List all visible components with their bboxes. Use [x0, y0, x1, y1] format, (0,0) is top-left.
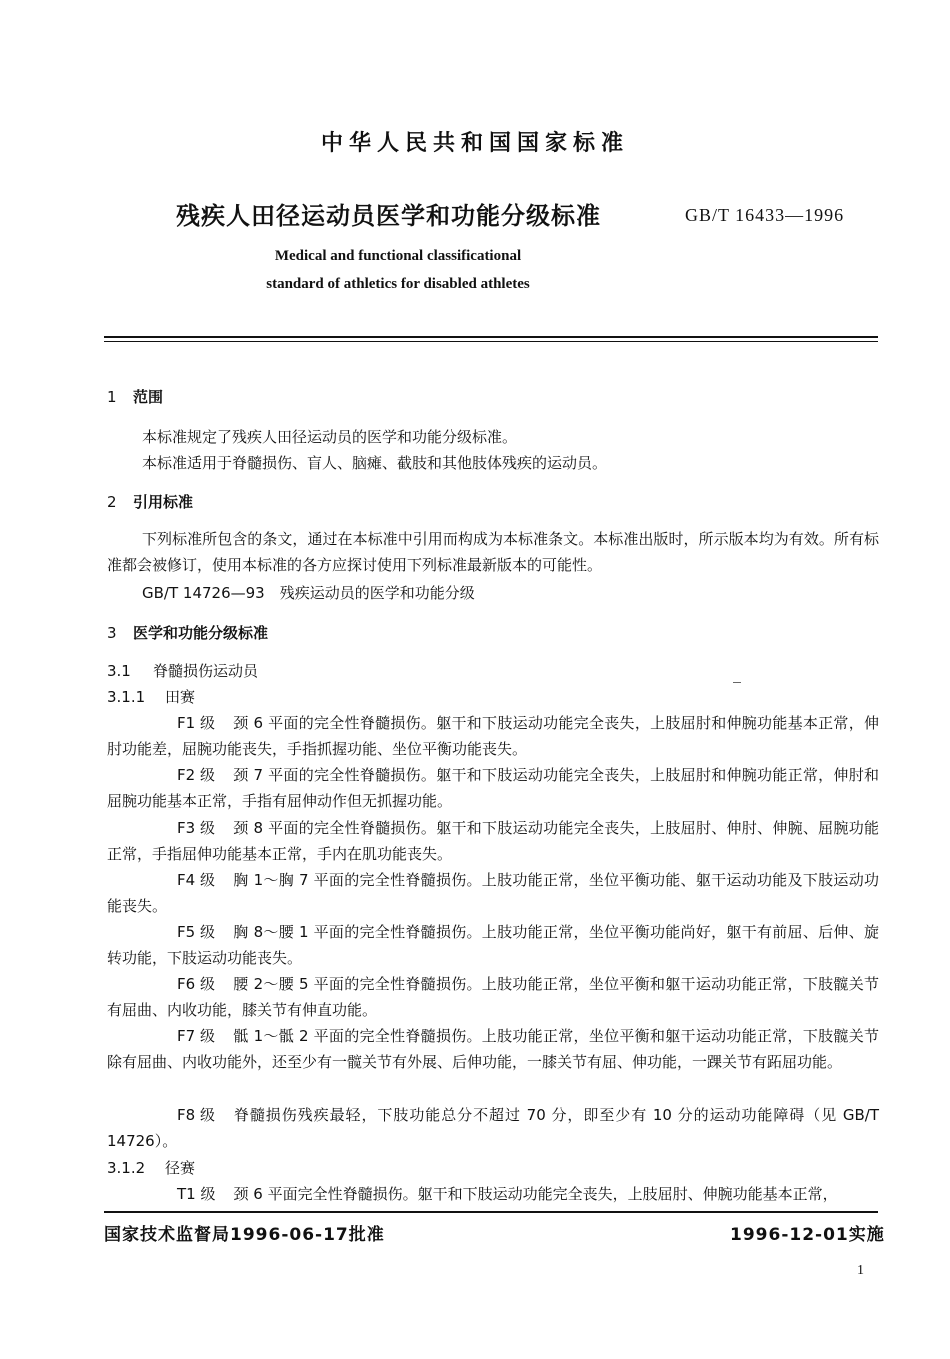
class-description: 腰 2～腰 5 平面的完全性脊髓损伤。上肢功能正常，坐位平衡和躯干运动功能正常，下肢髋关节有屈曲、内收功能，膝关节有伸直功能。: [107, 975, 879, 1019]
subsection-title: 径赛: [165, 1159, 196, 1177]
scope-line-1: 本标准规定了残疾人田径运动员的医学和功能分级标准。: [142, 428, 518, 446]
subsection-3-1-1-heading: [107, 686, 195, 707]
class-label: F6 级: [177, 975, 215, 993]
class-f5: [107, 919, 879, 971]
referenced-standard-item: GB/T 14726—93 残疾运动员的医学和功能分级: [142, 584, 475, 602]
subsection-3-1-2-heading: [107, 1157, 195, 1178]
class-f1: [107, 710, 879, 762]
scan-mark: [733, 682, 741, 683]
subsection-3-1-heading: [107, 660, 258, 681]
page-number: 1: [857, 1263, 864, 1278]
class-f4: [107, 867, 879, 919]
class-description: 骶 1～骶 2 平面的完全性脊髓损伤。上肢功能正常，坐位平衡和躯干运动功能正常，下肢髋关节除有屈曲、内收功能外，还至少有一髋关节有外展、后伸功能，一膝关节有屈、伸功能，一踝关节有跖屈功能。: [107, 1027, 879, 1071]
class-description: 胸 1～胸 7 平面的完全性脊髓损伤。上肢功能正常，坐位平衡功能、躯干运动功能及下肢运动功能丧失。: [107, 871, 879, 915]
class-label: F4 级: [177, 871, 215, 889]
section-2-heading: [107, 491, 193, 512]
class-t1: [107, 1181, 879, 1207]
class-f6: [107, 971, 879, 1023]
section-title: 范围: [133, 388, 164, 406]
document-title-en-line2: standard of athletics for disabled athletes: [266, 276, 530, 292]
subsection-number: 3.1.1: [107, 688, 146, 706]
class-label: F3 级: [177, 819, 215, 837]
class-label: F7 级: [177, 1027, 215, 1045]
class-f2: [107, 762, 879, 814]
implementation-date: 1996-12-01实施: [730, 1225, 885, 1245]
class-f3: [107, 815, 879, 867]
class-description: 脊髓损伤残疾最轻，下肢功能总分不超过 70 分，即至少有 10 分的运动功能障碍（见 GB/T 14726）。: [107, 1106, 879, 1150]
scope-line-2: 本标准适用于脊髓损伤、盲人、脑瘫、截肢和其他肢体残疾的运动员。: [142, 454, 608, 472]
class-description: 颈 7 平面的完全性脊髓损伤。躯干和下肢运动功能完全丧失，上肢屈肘和伸腕功能正常，伸肘和屈腕功能基本正常，手指有屈伸动作但无抓握功能。: [107, 766, 879, 810]
section-number: 1: [107, 388, 117, 406]
header-rule-thin: [104, 341, 878, 342]
section-title: 医学和功能分级标准: [133, 624, 269, 642]
class-label: F8 级: [177, 1106, 215, 1124]
subsection-number: 3.1: [107, 662, 131, 680]
class-description: 颈 6 平面的完全性脊髓损伤。躯干和下肢运动功能完全丧失，上肢屈肘和伸腕功能基本正常，伸肘功能差，屈腕功能丧失，手指抓握功能、坐位平衡功能丧失。: [107, 714, 879, 758]
subsection-title: 脊髓损伤运动员: [153, 662, 259, 680]
class-label: T1 级: [177, 1185, 216, 1203]
document-title-cn: 残疾人田径运动员医学和功能分级标准: [176, 202, 601, 230]
class-f7: [107, 1023, 879, 1075]
subsection-title: 田赛: [165, 688, 196, 706]
header-rule: [104, 336, 878, 338]
section-number: 3: [107, 624, 117, 642]
referenced-standards-paragraph: 下列标准所包含的条文，通过在本标准中引用而构成为本标准条文。本标准出版时，所示版本均为有效。所有标准都会被修订，使用本标准的各方应探讨使用下列标准最新版本的可能性。: [107, 530, 879, 574]
class-label: F5 级: [177, 923, 215, 941]
class-label: F1 级: [177, 714, 215, 732]
footer-rule: [104, 1211, 878, 1213]
approval-date: 国家技术监督局1996-06-17批准: [104, 1225, 385, 1245]
section-number: 2: [107, 493, 117, 511]
class-description: 颈 6 平面完全性脊髓损伤。躯干和下肢运动功能完全丧失，上肢屈肘、伸腕功能基本正常，: [233, 1185, 838, 1203]
section-3-heading: [107, 622, 268, 643]
class-description: 胸 8～腰 1 平面的完全性脊髓损伤。上肢功能正常，坐位平衡功能尚好，躯干有前屈、后伸、旋转功能，下肢运动功能丧失。: [107, 923, 879, 967]
standard-code: GB/T 16433—1996: [685, 205, 845, 225]
class-f8: [107, 1102, 879, 1154]
section-1-heading: [107, 386, 163, 407]
class-label: F2 级: [177, 766, 215, 784]
subsection-number: 3.1.2: [107, 1159, 146, 1177]
section-title: 引用标准: [133, 493, 194, 511]
document-title-en-line1: Medical and functional classificational: [274, 248, 522, 264]
national-standard-header: 中华人民共和国国家标准: [320, 131, 629, 156]
class-description: 颈 8 平面的完全性脊髓损伤。躯干和下肢运动功能完全丧失，上肢屈肘、伸肘、伸腕、屈腕功能正常，手指屈伸功能基本正常，手内在肌功能丧失。: [107, 819, 879, 863]
